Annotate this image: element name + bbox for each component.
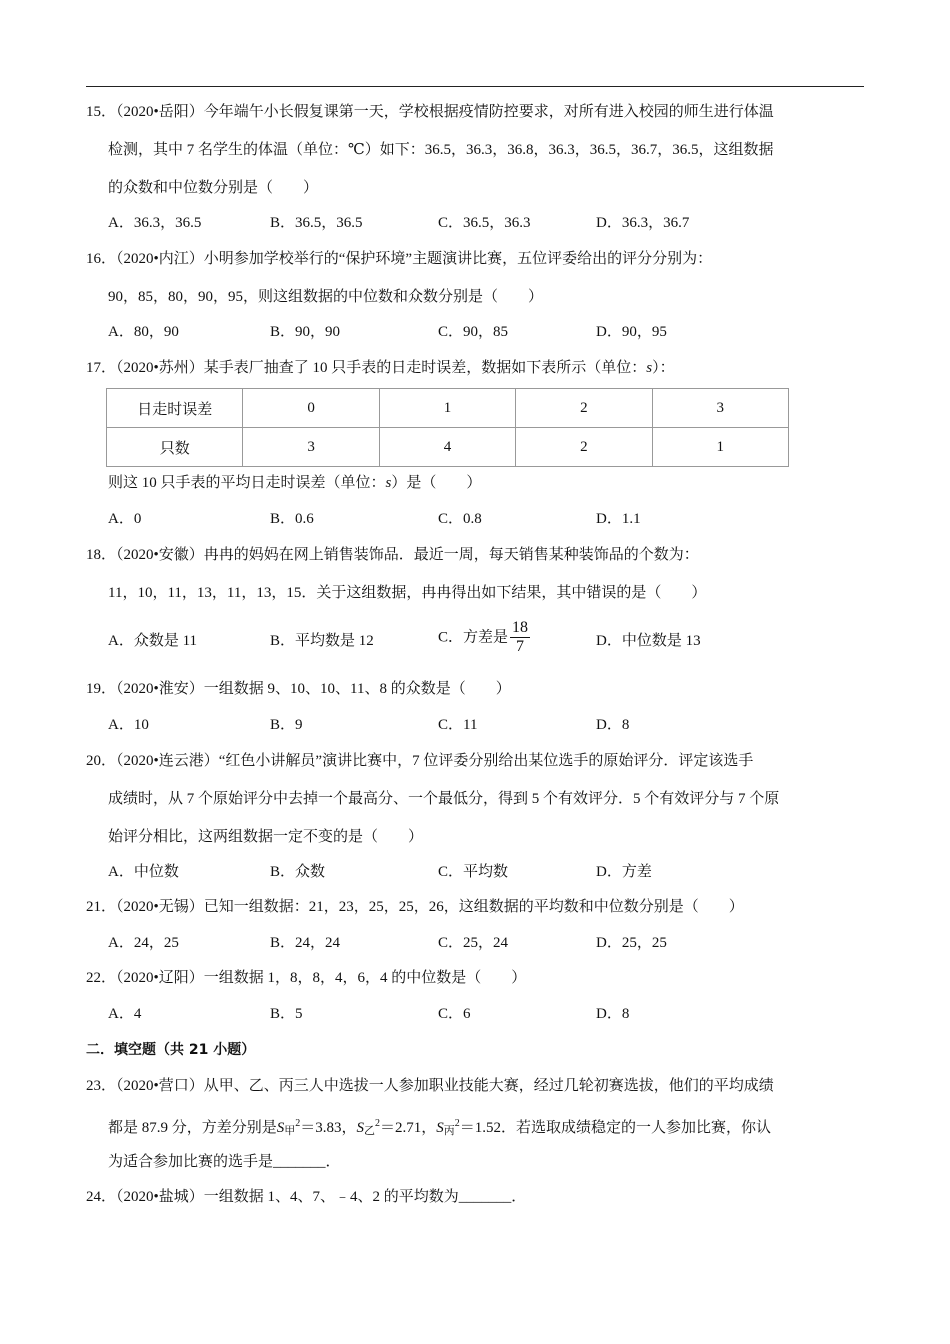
q15-line1: 15．（2020•岳阳）今年端午小长假复课第一天，学校根据疫情防控要求，对所有进入校园的师生进行体温: [86, 104, 774, 120]
q18-option-b[interactable]: B．平均数是 12: [270, 633, 374, 649]
table-cell: 3: [652, 389, 788, 428]
q21-line1: 21．（2020•无锡）已知一组数据：21，23，25，25，26，这组数据的平均数和中位数分别是（ ）: [86, 899, 744, 915]
q21-option-d[interactable]: D．25，25: [596, 935, 667, 951]
q17-option-d[interactable]: D．1.1: [596, 511, 641, 527]
table-row: [107, 389, 789, 428]
q15-option-d[interactable]: D．36.3，36.7: [596, 215, 690, 231]
q18-option-c[interactable]: C．方差是 $\frac{18}{7}$: [438, 619, 529, 655]
q19-option-a[interactable]: A．10: [108, 717, 149, 733]
table-cell: 2: [516, 428, 652, 467]
q20-option-d[interactable]: D．方差: [596, 864, 652, 880]
q21-option-b[interactable]: B．24，24: [270, 935, 341, 951]
q22-option-c[interactable]: C．6: [438, 1006, 471, 1022]
table-row: [107, 428, 789, 467]
fraction: $\frac{18}{7}$: [512, 619, 529, 655]
q16-options: [108, 322, 848, 342]
header-rule: [86, 86, 864, 87]
q18-options: [108, 619, 848, 655]
unit-seconds: s: [646, 360, 653, 376]
q20-option-c[interactable]: C．平均数: [438, 864, 509, 880]
q23-line1: 23．（2020•营口）从甲、乙、丙三人中选拔一人参加职业技能大赛，经过几轮初赛选拔，他们的平均成绩: [86, 1078, 774, 1094]
q17-option-b[interactable]: B．0.6: [270, 511, 314, 527]
table-cell: 只数: [107, 428, 243, 467]
q21-option-c[interactable]: C．25，24: [438, 935, 509, 951]
q15-option-b[interactable]: B．36.5，36.5: [270, 215, 363, 231]
q17-option-a[interactable]: A．0: [108, 511, 142, 527]
q18-option-a[interactable]: A．众数是 11: [108, 633, 198, 649]
table-cell: 日走时误差: [107, 389, 243, 428]
q20-line1: 20．（2020•连云港）“红色小讲解员”演讲比赛中，7 位评委分别给出某位选手的原始评分．评定该选手: [86, 753, 754, 769]
q23-line2: 都是 87.9 分，方差分别是S甲$^2$＝3.83，S乙$^2$＝2.71，S丙$^2$＝1.52．若选取成绩稳定的一人参加比赛，你认: [108, 1118, 772, 1137]
q22-option-b[interactable]: B．5: [270, 1006, 303, 1022]
q15-options: [108, 213, 848, 233]
q16-option-a[interactable]: A．80，90: [108, 324, 179, 340]
q16-option-d[interactable]: D．90，95: [596, 324, 667, 340]
q23-line3: 为适合参加比赛的选手是_______．: [108, 1154, 341, 1170]
error-table: [106, 388, 789, 467]
q18-line2: 11，10，11，13，11，13，15．关于这组数据，冉冉得出如下结果，其中错误的是（ ）: [108, 585, 707, 601]
q21-option-a[interactable]: A．24，25: [108, 935, 179, 951]
q21-options: [108, 933, 848, 953]
table-cell: 4: [379, 428, 515, 467]
q15-line3: 的众数和中位数分别是（ ）: [108, 180, 319, 196]
q20-option-a[interactable]: A．中位数: [108, 864, 179, 880]
section-heading: 二．填空题（共 21 小题）: [86, 1042, 256, 1058]
q19-line1: 19．（2020•淮安）一组数据 9、10、10、11、8 的众数是（ ）: [86, 681, 511, 697]
q17-options: [108, 509, 848, 529]
q22-options: [108, 1004, 848, 1024]
q16-option-b[interactable]: B．90，90: [270, 324, 341, 340]
q15-option-a[interactable]: A．36.3，36.5: [108, 215, 202, 231]
q18-option-d[interactable]: D．中位数是 13: [596, 633, 701, 649]
q17-line2: 则这 10 只手表的平均日走时误差（单位：s）是（ ）: [108, 475, 482, 491]
q19-option-d[interactable]: D．8: [596, 717, 630, 733]
q16-option-c[interactable]: C．90，85: [438, 324, 509, 340]
q16-line2: 90，85，80，90，95，则这组数据的中位数和众数分别是（ ）: [108, 289, 544, 305]
table-cell: 1: [652, 428, 788, 467]
table-cell: 0: [243, 389, 379, 428]
q22-option-d[interactable]: D．8: [596, 1006, 630, 1022]
q22-option-a[interactable]: A．4: [108, 1006, 142, 1022]
q20-options: [108, 862, 848, 882]
q17-option-c[interactable]: C．0.8: [438, 511, 482, 527]
q20-line3: 始评分相比，这两组数据一定不变的是（ ）: [108, 829, 424, 845]
table-cell: 2: [516, 389, 652, 428]
table-cell: 3: [243, 428, 379, 467]
q15-line2: 检测，其中 7 名学生的体温（单位：℃）如下：36.5，36.3，36.8，36.3，36.5，36.7，36.5，这组数据: [108, 142, 774, 158]
q19-option-b[interactable]: B．9: [270, 717, 303, 733]
table-cell: 1: [379, 389, 515, 428]
q16-line1: 16．（2020•内江）小明参加学校举行的“保护环境”主题演讲比赛，五位评委给出的评分分别为：: [86, 251, 713, 267]
q19-option-c[interactable]: C．11: [438, 717, 478, 733]
q19-options: [108, 715, 848, 735]
q18-line1: 18．（2020•安徽）冉冉的妈妈在网上销售装饰品．最近一周，每天销售某种装饰品的个数为：: [86, 547, 699, 563]
q15-option-c[interactable]: C．36.5，36.3: [438, 215, 531, 231]
q24-line1: 24．（2020•盐城）一组数据 1、4、7、﹣4、2 的平均数为_______．: [86, 1189, 527, 1205]
q22-line1: 22．（2020•辽阳）一组数据 1，8，8，4，6，4 的中位数是（ ）: [86, 970, 527, 986]
q20-option-b[interactable]: B．众数: [270, 864, 326, 880]
q20-line2: 成绩时，从 7 个原始评分中去掉一个最高分、一个最低分，得到 5 个有效评分．5 个有效评分与 7 个原: [108, 791, 780, 807]
q17-line1: 17．（2020•苏州）某手表厂抽查了 10 只手表的日走时误差，数据如下表所示（单位：s）：: [86, 360, 675, 376]
